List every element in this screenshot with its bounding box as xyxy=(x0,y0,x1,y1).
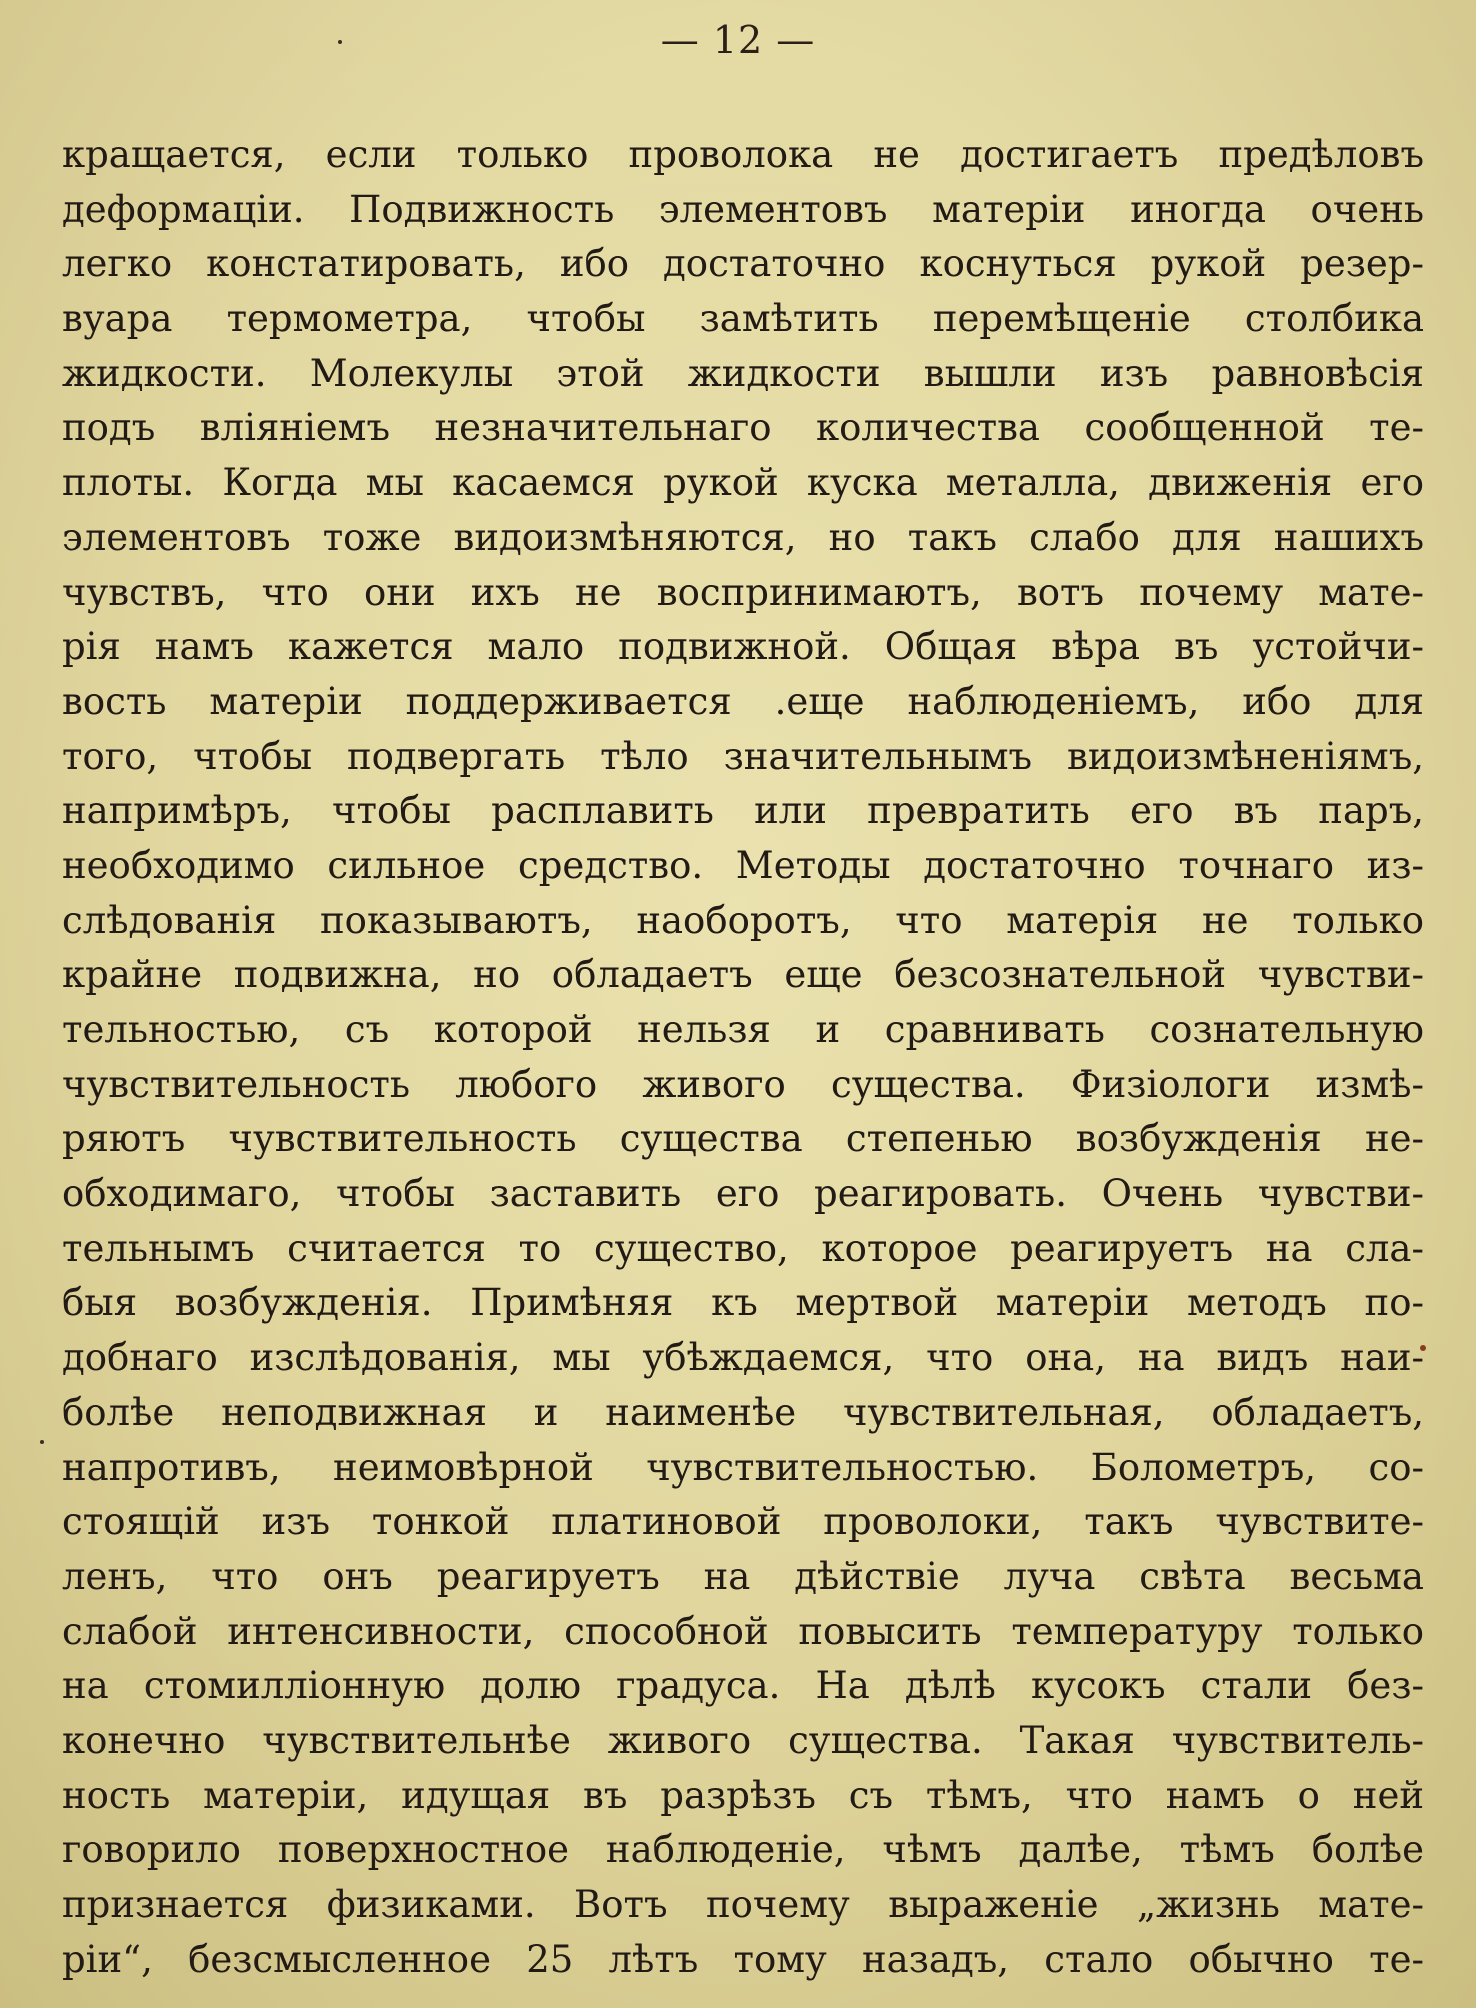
text-line: того, чтобы подвергать тѣло значительнымъ видоизмѣненіямъ, xyxy=(62,734,1424,778)
text-line: напримѣръ, чтобы расплавить или превратить его въ паръ, xyxy=(62,789,1424,833)
text-line: конечно чувствительнѣе живого существа. Такая чувствитель- xyxy=(62,1718,1424,1762)
ink-speck xyxy=(40,1440,44,1444)
text-line: говорило поверхностное наблюденіе, чѣмъ далѣе, тѣмъ болѣе xyxy=(62,1828,1424,1872)
text-line: добнаго изслѣдованія, мы убѣждаемся, что она, на видъ наи- xyxy=(62,1336,1424,1380)
text-line: чувствъ, что они ихъ не воспринимаютъ, вотъ почему мате- xyxy=(62,570,1424,614)
text-line: ность матеріи, идущая въ разрѣзъ съ тѣмъ, что намъ о ней xyxy=(62,1773,1424,1817)
text-line: ріи“, безсмысленное 25 лѣтъ тому назадъ, стало обычно те- xyxy=(62,1937,1424,1981)
text-line: крайне подвижна, но обладаетъ еще безсознательной чувстви- xyxy=(62,953,1424,997)
text-line: деформаціи. Подвижность элементовъ матеріи иногда очень xyxy=(62,187,1424,231)
text-line: слѣдованія показываютъ, наоборотъ, что матерія не только xyxy=(62,898,1424,942)
text-line: болѣе неподвижная и наименѣе чувствительная, обладаетъ, xyxy=(62,1390,1424,1434)
text-line: обходимаго, чтобы заставить его реагировать. Очень чувстви- xyxy=(62,1172,1424,1216)
text-line: подъ вліяніемъ незначительнаго количества сообщенной те- xyxy=(62,406,1424,450)
text-line: тельнымъ считается то существо, которое реагируетъ на сла- xyxy=(62,1226,1424,1270)
text-line: вость матеріи поддерживается .еще наблюденіемъ, ибо для xyxy=(62,679,1424,723)
text-line: рія намъ кажется мало подвижной. Общая вѣра въ устойчи- xyxy=(62,625,1424,669)
text-line: на стомилліонную долю градуса. На дѣлѣ кусокъ стали без- xyxy=(62,1664,1424,1708)
text-line: быя возбужденія. Примѣняя къ мертвой матеріи методъ по- xyxy=(62,1281,1424,1325)
text-line: элементовъ тоже видоизмѣняются, но такъ слабо для нашихъ xyxy=(62,515,1424,559)
text-line: тельностью, съ которой нельзя и сравнивать сознательную xyxy=(62,1008,1424,1051)
text-line: плоты. Когда мы касаемся рукой куска металла, движенія его xyxy=(62,461,1424,505)
text-line: признается физиками. Вотъ почему выраженіе „жизнь мате- xyxy=(62,1883,1424,1926)
page-number: — 12 — xyxy=(660,18,816,62)
body-text xyxy=(62,128,1424,1987)
text-line: напротивъ, неимовѣрной чувствительностью. Болометръ, со- xyxy=(62,1445,1424,1489)
text-line: ленъ, что онъ реагируетъ на дѣйствіе луча свѣта весьма xyxy=(62,1554,1424,1598)
text-line: чувствительность любого живого существа. Физіологи измѣ- xyxy=(62,1062,1424,1106)
text-line: жидкости. Молекулы этой жидкости вышли изъ равновѣсія xyxy=(62,351,1424,395)
text-line: необходимо сильное средство. Методы достаточно точнаго из- xyxy=(62,843,1424,887)
ink-speck xyxy=(338,40,342,44)
text-line: стоящій изъ тонкой платиновой проволоки, такъ чувствите- xyxy=(62,1500,1424,1544)
text-line: ряютъ чувствительность существа степенью возбужденія не- xyxy=(62,1117,1424,1161)
text-line: слабой интенсивности, способной повысить температуру только xyxy=(62,1609,1424,1653)
text-line: кращается, если только проволока не достигаетъ предѣловъ xyxy=(62,133,1424,176)
text-line: вуара термометра, чтобы замѣтить перемѣщеніе столбика xyxy=(62,297,1424,341)
text-line: легко констатировать, ибо достаточно коснуться рукой резер- xyxy=(62,242,1424,286)
